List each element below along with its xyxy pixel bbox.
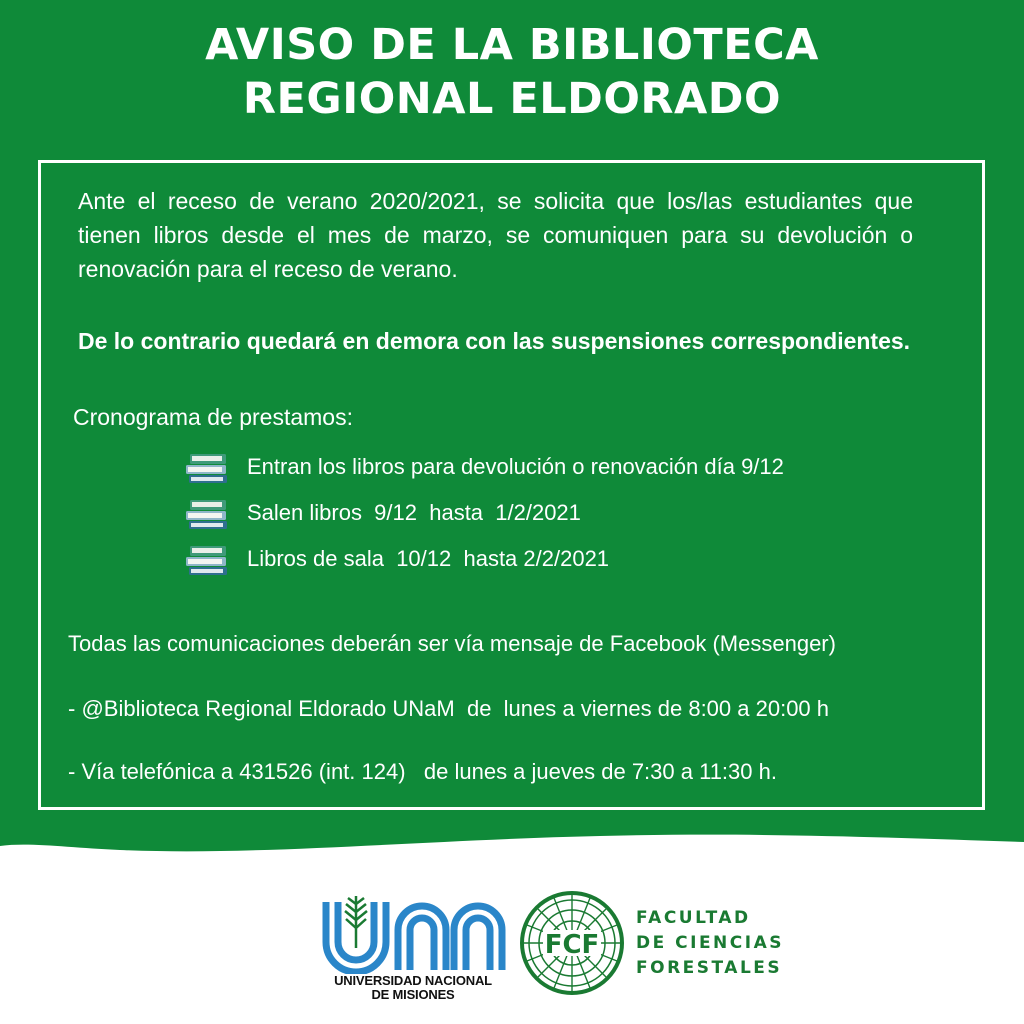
notice-paragraph-1: Ante el receso de verano 2020/2021, se solicita que los/las estudiantes que tienen libros desde el mes de marzo, se comuniquen para su devolución o renovación para el receso de verano. — [78, 188, 913, 282]
fcf-name-line-1: FACULTAD — [636, 908, 751, 928]
fcf-name — [636, 906, 784, 981]
svg-text:FCF: FCF — [544, 930, 600, 960]
title-line-1: AVISO DE LA BIBLIOTECA — [205, 20, 819, 70]
title-line-2: REGIONAL ELDORADO — [242, 74, 782, 124]
page-title — [0, 18, 1024, 126]
notice-paragraph-2-warning: De lo contrario quedará en demora con las suspensiones correspondientes. — [78, 328, 911, 354]
schedule-item-text: Salen libros 9/12 hasta 1/2/2021 — [247, 500, 581, 525]
fcf-name-line-2: DE CIENCIAS — [636, 933, 784, 953]
books-icon — [185, 497, 231, 531]
schedule-heading: Cronograma de prestamos: — [73, 404, 353, 430]
fcf-name-line-3: FORESTALES — [636, 958, 783, 978]
unam-name — [318, 974, 508, 1002]
books-icon — [185, 543, 231, 577]
unam-name-line-2: DE MISIONES — [371, 987, 455, 1002]
footer-logos — [0, 880, 1024, 1024]
unam-logo — [318, 890, 508, 974]
fcf-seal-logo — [519, 890, 625, 996]
contact-facebook: - @Biblioteca Regional Eldorado UNaM de lunes a viernes de 8:00 a 20:00 h — [68, 696, 830, 721]
books-icon — [185, 451, 231, 485]
schedule-item-text: Libros de sala 10/12 hasta 2/2/2021 — [247, 546, 610, 571]
communications-note: Todas las comunicaciones deberán ser vía mensaje de Facebook (Messenger) — [68, 631, 836, 656]
schedule-item-text: Entran los libros para devolución o renovación día 9/12 — [247, 454, 784, 479]
contact-phone: - Vía telefónica a 431526 (int. 124) de lunes a jueves de 7:30 a 11:30 h. — [68, 759, 777, 784]
unam-name-line-1: UNIVERSIDAD NACIONAL — [334, 973, 492, 988]
